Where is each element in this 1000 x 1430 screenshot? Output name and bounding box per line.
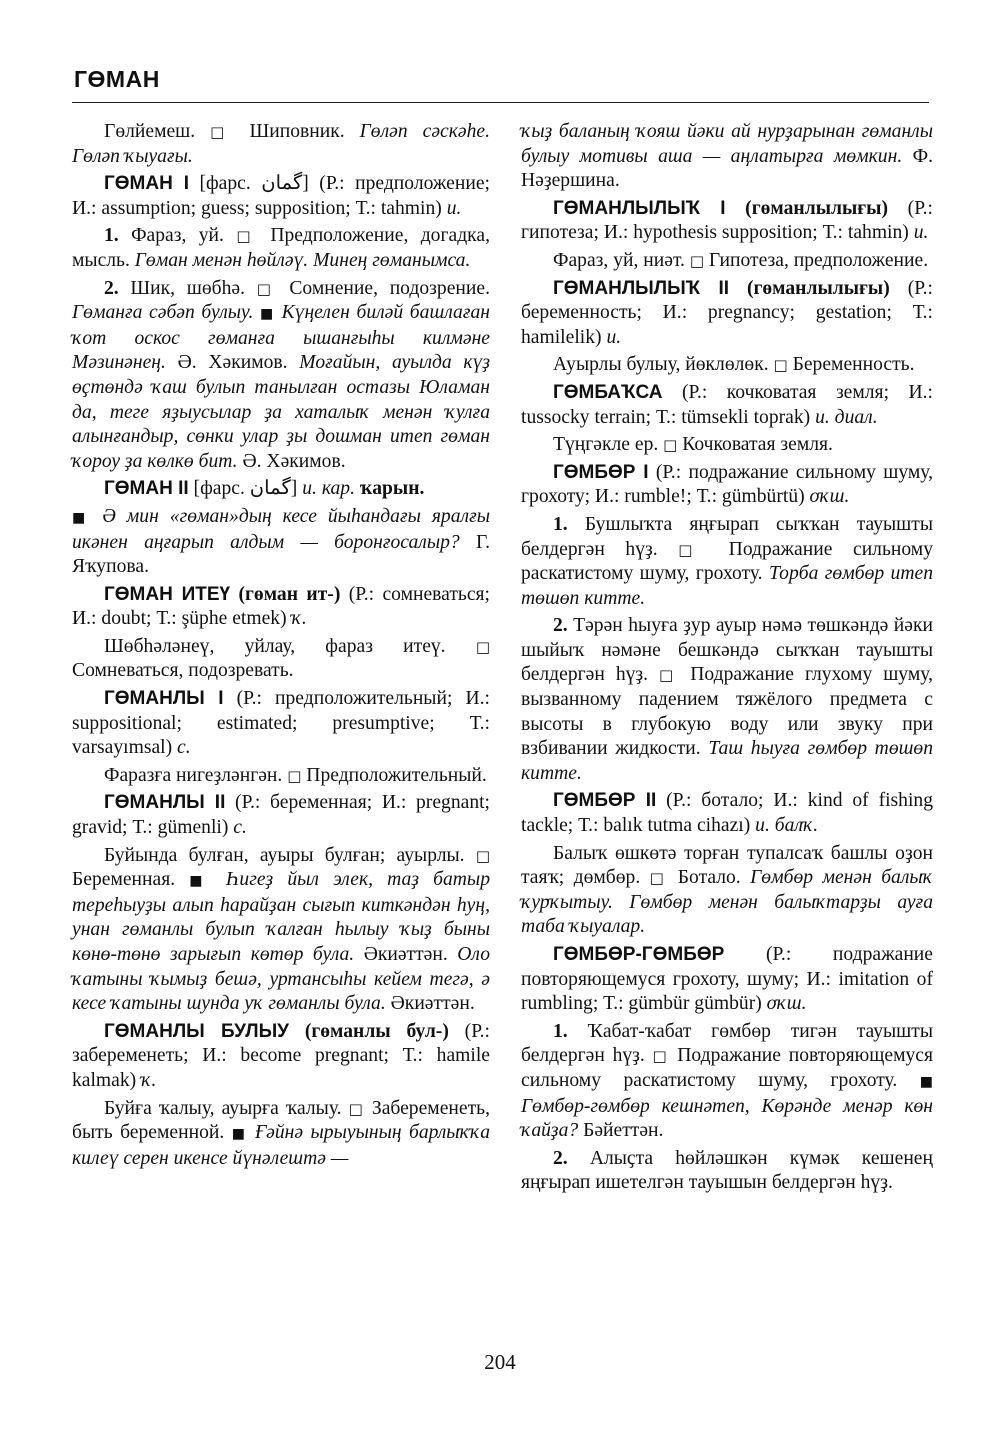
headword: ГӨМАНЛЫ II [104, 792, 226, 814]
entry-gombor-2: ГӨМБӨР II (Р.: ботало; И.: kind of fishing tackle; Т.: balık tutma cihazı) и. балҡ. [521, 790, 933, 837]
headword: ГӨМБӨР-ГӨМБӨР [553, 944, 725, 965]
entry-gombor-1: ГӨМБӨР I (Р.: подражание сильному шуму, грохоту; И.: rumble!; Т.: gümbürtü) оҡш. [521, 461, 933, 508]
page-number: 204 [484, 1350, 516, 1374]
entry-gomаn-1: ГӨМАН I [фарс. گمان] (Р.: предположение; И.: assumption; guess; supposition; Т.: tahmin) и. [72, 173, 490, 219]
open-square-icon: □ [659, 666, 680, 685]
headword: ГӨМАНЛЫЛЫҠ II [553, 277, 730, 299]
header-rule [72, 102, 929, 103]
filled-square-icon: ■ [189, 873, 212, 890]
right-column [521, 120, 933, 1199]
running-head: ГӨМАН [74, 66, 160, 92]
entry-gomanly-2: ГӨМАНЛЫ II (Р.: беременная; И.: pregnant; gravid; Т.: gümenli) с. [72, 792, 491, 839]
definition: Балыҡ өшкөтә торған тупалсаҡ башлы оҙон таяҡ; дөмбөр. □ Ботало. Гөмбөр менән балыҡ ҡурҡытыу. Гөмбөр менән балыҡтарҙы ауға таба ҡыуалар. [521, 842, 934, 938]
open-square-icon: □ [689, 251, 705, 270]
headword: ГӨМАН I [104, 173, 189, 195]
definition: Буйға ҡалыу, ауырға ҡалыу. □ Забеременеть, быть беременной. ■ Ғәйнә ырыуының барлыҡҡа килеү серен икенсе йүнәлештә — [72, 1097, 490, 1169]
example: ■ Ә мин «гөман»дың кесе йыһандағы яралғы икәнен аңғарып алдым — боронғосалыр? Г. Яҡупова. [72, 505, 490, 578]
open-square-icon: □ [649, 869, 669, 888]
example-continuation: ҡыҙ баланың ҡояш йәки ай нурҙарынан гөманлы булыу мотивы аша — аңлатырға мөмкин. Ф. Нәҙершина. [521, 121, 933, 192]
headword: ГӨМАН ИТЕҮ [104, 583, 231, 605]
filled-square-icon: ■ [72, 509, 92, 526]
definition: Ауырлы булыу, йөклөлөк. □ Беременность. [553, 354, 915, 376]
headword: ГӨМАНЛЫЛЫҠ I [553, 197, 726, 219]
definition: Шөбһәләнеү, уйлау, фараз итеү. □ Сомневаться, подозревать. [72, 635, 490, 682]
sense: 2. Тәрән һыуға ҙур ауыр нәмә төшкәндә йәки шыйыҡ нәмәне бешкәндә сыҡҡан тауышты белдергән һүҙ. □ Подражание глухому шуму, вызванному падением тяжёлого предмета с высоты в глубокую воду или звуку при взбивании жидкости. Таш һыуға гөмбөр төшөп китте. [521, 615, 933, 784]
entry-gombaksa: ГӨМБАҠСА (Р.: кочковатая земля; И.: tussocky terrain; Т.: tümsekli toprak) и. диал. [521, 381, 933, 428]
open-square-icon: □ [663, 436, 678, 455]
open-square-icon: □ [475, 637, 490, 656]
headword: ГӨМАН II [104, 478, 189, 500]
sense: 2. Алыҫта һөйләшкән күмәк кешенең яңғырап ишетелгән тауышын белдергән һүҙ. [521, 1147, 933, 1194]
headword: ГӨМБӨР II [553, 790, 657, 812]
entry-gomanlylyk-2: ГӨМАНЛЫЛЫҠ II (гөманлылығы) (Р.: беременность; И.: pregnancy; gestation; Т.: hamilelik) и. [521, 277, 934, 348]
entry-gomanly-buluu: ГӨМАНЛЫ БУЛЫУ (гөманлы бул-) (Р.: забеременеть; И.: become pregnant; Т.: hamile kalmak) ҡ. [72, 1020, 490, 1091]
sense: 2. Шик, шөбһә. □ Сомнение, подозрение. Гөманға сәбәп булыу. ■ Күңелен биләй башлаған ҡот оскос гөманға ышанғыһы килмәне Мәзинәнең. Ә. Хәкимов. Моғайын, ауылда күҙ өҫтөндә ҡаш булып танылған остазы Юламан да, теге яҙыусылар ҙа хаталыҡ менән ҡулға алынғандыр, сөнки улар ҙы дошман итеп гөман ҡороу ҙа көлкө бит. Ә. Хәкимов. [72, 277, 491, 472]
entry-gomanlylyk-1: ГӨМАНЛЫЛЫҠ I (гөманлылығы) (Р.: гипотеза; И.: hypothesis supposition; Т.: tahmin) и. [521, 197, 933, 244]
paragraph: Гөлйемеш. □ Шиповник. Гөләп сәскәһе. Гөләп ҡыуағы. [72, 121, 490, 167]
open-square-icon: □ [678, 540, 709, 559]
open-square-icon: □ [287, 766, 302, 785]
sense: 1. Фараз, уй. □ Предположение, догадка, мысль. Гөман менән һөйләү. Минең гөманымса. [72, 225, 491, 271]
open-square-icon: □ [773, 356, 788, 375]
open-square-icon: □ [236, 227, 258, 246]
filled-square-icon: ■ [260, 306, 275, 323]
headword: ГӨМБӨР I [553, 461, 649, 483]
headword: ГӨМАНЛЫ БУЛЫУ [104, 1020, 289, 1042]
open-square-icon: □ [348, 1099, 365, 1118]
sense: 1. Ҡабат-ҡабат гөмбөр тигән тауышты белдергән һүҙ. □ Подражание повторяющемуся сильному раскатистому шуму, грохоту. ■ Гөмбөр-гөмбөр кешнәтеп, Көрәнде менәр көн ҡайҙа? Бәйеттән. [521, 1020, 933, 1142]
headword: ГӨМБАҠСА [553, 381, 663, 403]
entry-gombor-gombor: ГӨМБӨР-ГӨМБӨР (Р.: подражание повторяющемуся грохоту, шуму; И.: imitation of rumbling; Т.: gümbür gümbür) оҡш. [521, 944, 933, 1015]
entry-goman-iteu: ГӨМАН ИТЕҮ (гөман ит-) (Р.: сомневаться; И.: doubt; Т.: şüphe etmek) ҡ. [72, 583, 490, 630]
entry-gomanly-1: ГӨМАНЛЫ I (Р.: предположительный; И.: suppositional; estimated; presumptive; Т.: varsayımsal) с. [72, 688, 490, 759]
open-square-icon: □ [256, 279, 278, 298]
definition: Фараз, уй, ниәт. □ Гипотеза, предположение. [553, 249, 929, 271]
open-square-icon: □ [652, 1047, 670, 1066]
entry-gomаn-2: ГӨМАН II [фарс. گمان] и. кар. ҡарын. [104, 478, 425, 500]
left-column [72, 120, 490, 1174]
definition: Фаразға нигеҙләнгән. □ Предположительный. [104, 764, 487, 786]
filled-square-icon: ■ [231, 1126, 248, 1143]
filled-square-icon: ■ [919, 1073, 933, 1090]
sense: 1. Бушлыҡта яңғырап сыҡҡан тауышты белдергән һүҙ. □ Подражание сильному раскатистому шуму, грохоту. Торба гөмбөр итеп төшөп китте. [521, 513, 933, 609]
definition: Буйында булған, ауыры булған; ауырлы. □ Беременная. ■ Һигеҙ йыл элек, таҙ батыр тереһыуҙы алып һарайҙан сығып киткәндән һуң, унан гөманлы булып ҡалған һылыу ҡыҙ быны көнө-төнө зарығып көтөр була. Әкиәттән. Оло ҡатыны ҡымыҙ бешә, уртансыһы кейем тегә, ә кесе ҡатыны шунда уҡ гөманлы була. Әкиәттән. [72, 844, 491, 1015]
open-square-icon: □ [475, 846, 490, 865]
definition: Түңгәкле ер. □ Кочковатая земля. [553, 434, 833, 456]
headword: ГӨМАНЛЫ I [104, 688, 224, 710]
open-square-icon: □ [210, 123, 235, 141]
